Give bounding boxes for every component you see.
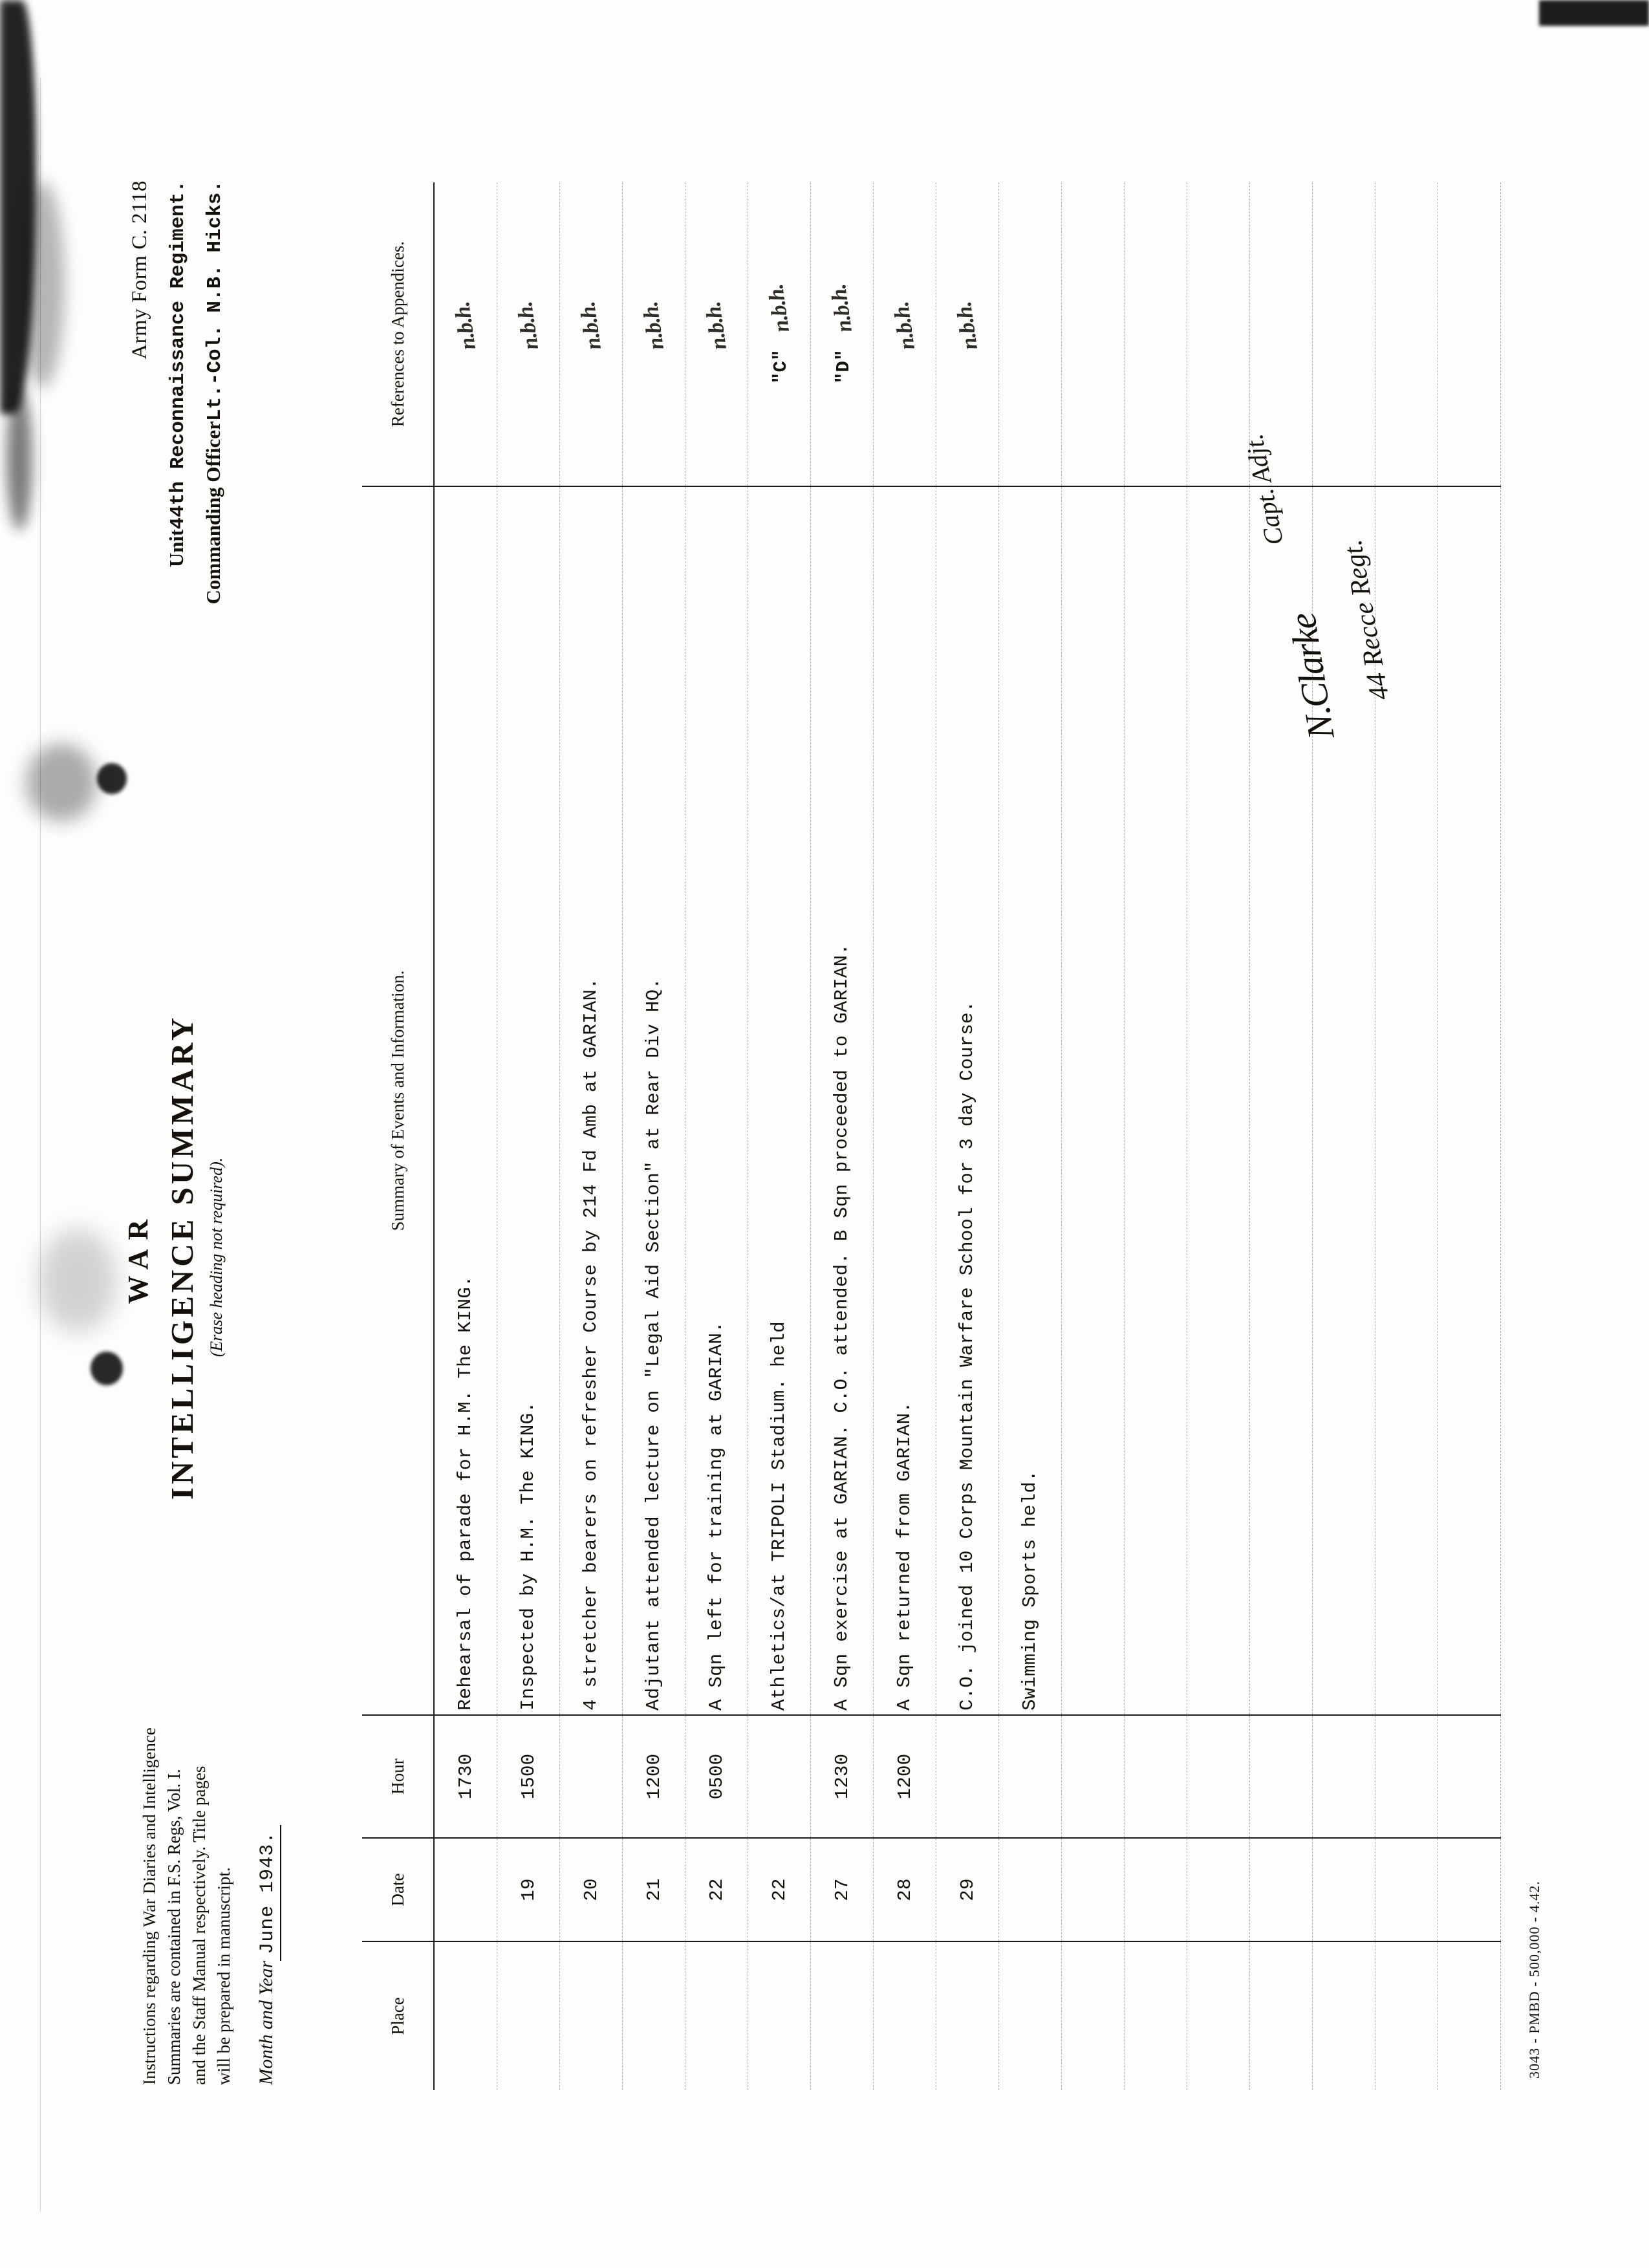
instructions-line-3: and the Staff Manual respectively. Title pages — [189, 1766, 209, 2085]
cell-date — [1187, 1838, 1250, 1941]
cell-summary: Swimming Sports held. — [999, 486, 1062, 1715]
cell-reference — [685, 182, 748, 486]
column-header-hour: Hour — [362, 1715, 434, 1838]
cell-hour — [1375, 1715, 1438, 1838]
cell-summary — [1438, 486, 1501, 1715]
cell-hour — [748, 1715, 811, 1838]
scan-edge-shadow — [1539, 0, 1649, 26]
cell-summary: Athletics/at TRIPOLI Stadium. held — [748, 486, 811, 1715]
cell-summary: Inspected by H.M. The KING. — [497, 486, 560, 1715]
table-row — [560, 182, 623, 2090]
war-diary-table — [362, 182, 1501, 2090]
cell-date — [1062, 1838, 1125, 1941]
form-meta-block — [122, 180, 233, 775]
cell-reference — [748, 182, 811, 486]
army-form-number: Army Form C. 2118 — [128, 180, 151, 360]
month-and-year-value: June 1943. — [257, 1824, 281, 1960]
scan-smudge — [19, 181, 65, 388]
cell-summary — [1250, 486, 1313, 1715]
commanding-officer-label: Commanding Officer — [202, 420, 224, 604]
cell-summary: A Sqn left for training at GARIAN. — [685, 486, 748, 1715]
cell-summary: Adjutant attended lecture on "Legal Aid Section" at Rear Div HQ. — [623, 486, 685, 1715]
cell-date — [1438, 1838, 1501, 1941]
page-edge-line — [40, 78, 41, 2212]
table-row — [497, 182, 560, 2090]
officer-initials: n.b.h. — [513, 299, 543, 351]
cell-reference — [936, 182, 999, 486]
cell-hour — [1313, 1715, 1375, 1838]
cell-reference — [1438, 182, 1501, 486]
unit-value: 44th Reconnaissance Regiment. — [166, 180, 189, 529]
cell-date: 28 — [874, 1838, 936, 1941]
cell-place — [1375, 1941, 1438, 2090]
cell-reference — [434, 182, 497, 486]
column-header-date: Date — [362, 1838, 434, 1941]
officer-initials: n.b.h. — [701, 299, 731, 351]
table-row — [1125, 182, 1187, 2090]
cell-summary: C.O. joined 10 Corps Mountain Warfare School for 3 day Course. — [936, 486, 999, 1715]
commanding-officer-value: Lt.-Col. N.B. Hicks. — [204, 180, 226, 421]
cell-date — [1375, 1838, 1438, 1941]
cell-hour: 0500 — [685, 1715, 748, 1838]
table-body — [434, 182, 1501, 2090]
signature-rank: Capt. Adjt. — [1238, 431, 1289, 548]
cell-summary: Rehearsal of parade for H.M. The KING. — [434, 486, 497, 1715]
month-and-year-label: Month and Year — [255, 1960, 277, 2085]
table-row — [1187, 182, 1250, 2090]
table-row — [1313, 182, 1375, 2090]
instructions-block — [137, 1593, 282, 2085]
signature-name: N.Clarke — [1281, 610, 1342, 742]
cell-summary — [1313, 486, 1375, 1715]
cell-hour — [1125, 1715, 1187, 1838]
cell-hour — [1187, 1715, 1250, 1838]
cell-summary — [1125, 486, 1187, 1715]
column-header-place: Place — [362, 1941, 434, 2090]
cell-place — [1062, 1941, 1125, 2090]
cell-place — [748, 1941, 811, 2090]
table-row — [999, 182, 1062, 2090]
cell-place — [1438, 1941, 1501, 2090]
cell-date: 29 — [936, 1838, 999, 1941]
war-diary-form — [84, 106, 1565, 2163]
cell-date — [1250, 1838, 1313, 1941]
cell-date — [434, 1838, 497, 1941]
cell-reference — [1062, 182, 1125, 486]
cell-place — [874, 1941, 936, 2090]
cell-place — [623, 1941, 685, 2090]
table-row — [1250, 182, 1313, 2090]
table-row — [811, 182, 874, 2090]
table-row — [1375, 182, 1438, 2090]
column-header-references: References to Appendices. — [362, 182, 434, 486]
cell-reference — [874, 182, 936, 486]
cell-place — [497, 1941, 560, 2090]
table-row — [748, 182, 811, 2090]
form-title-block — [122, 1011, 226, 1503]
officer-initials: n.b.h. — [826, 283, 857, 334]
table-header-row — [362, 182, 434, 2090]
cell-place — [999, 1941, 1062, 2090]
month-and-year-field — [253, 1593, 282, 2085]
table-row — [623, 182, 685, 2090]
table-row — [434, 182, 497, 2090]
cell-hour: 1730 — [434, 1715, 497, 1838]
cell-reference — [1375, 182, 1438, 486]
cell-date: 20 — [560, 1838, 623, 1941]
cell-summary: 4 stretcher bearers on refresher Course by 214 Fd Amb at GARIAN. — [560, 486, 623, 1715]
officer-initials: n.b.h. — [889, 299, 920, 351]
cell-reference — [1187, 182, 1250, 486]
cell-place — [936, 1941, 999, 2090]
column-header-summary: Summary of Events and Information. — [362, 486, 434, 1715]
cell-summary: A Sqn exercise at GARIAN. C.O. attended. B Sqn proceeded to GARIAN. — [811, 486, 874, 1715]
cell-date: 22 — [748, 1838, 811, 1941]
cell-hour: 1500 — [497, 1715, 560, 1838]
cell-date — [1125, 1838, 1187, 1941]
cell-date — [1313, 1838, 1375, 1941]
cell-reference — [811, 182, 874, 486]
unit-label: Unit — [164, 529, 188, 567]
cell-hour — [999, 1715, 1062, 1838]
table-row — [1438, 182, 1501, 2090]
table-row — [1062, 182, 1125, 2090]
cell-place — [1187, 1941, 1250, 2090]
cell-hour: 1230 — [811, 1715, 874, 1838]
cell-summary — [1062, 486, 1125, 1715]
cell-place — [434, 1941, 497, 2090]
unit-field — [159, 180, 196, 775]
cell-hour — [1062, 1715, 1125, 1838]
commanding-officer-field — [196, 180, 233, 775]
cell-place — [1125, 1941, 1187, 2090]
cell-reference — [560, 182, 623, 486]
table-row — [685, 182, 748, 2090]
cell-hour — [1438, 1715, 1501, 1838]
cell-reference — [1313, 182, 1375, 486]
instructions-line-1: Instructions regarding War Diaries and Intelligence — [140, 1727, 159, 2085]
scan-smudge — [6, 388, 32, 530]
instructions-line-2: Summaries are contained in F.S. Regs, Vol. I. — [164, 1768, 184, 2085]
cell-reference — [497, 182, 560, 486]
table-row — [936, 182, 999, 2090]
officer-initials: n.b.h. — [450, 299, 480, 351]
table-row — [874, 182, 936, 2090]
cell-place — [1250, 1941, 1313, 2090]
cell-date: 21 — [623, 1838, 685, 1941]
cell-date: 22 — [685, 1838, 748, 1941]
cell-place — [560, 1941, 623, 2090]
cell-date: 27 — [811, 1838, 874, 1941]
cell-place — [811, 1941, 874, 2090]
erase-heading-note: (Erase heading not required). — [207, 1157, 226, 1357]
cell-date — [999, 1838, 1062, 1941]
cell-hour — [1250, 1715, 1313, 1838]
signature-unit: 44 Recce Regt. — [1337, 537, 1396, 702]
title-war: WAR — [122, 1210, 154, 1304]
title-intelligence-summary: INTELLIGENCE SUMMARY — [164, 1014, 200, 1500]
cell-hour — [560, 1715, 623, 1838]
officer-initials: n.b.h. — [764, 283, 794, 334]
officer-initials: n.b.h. — [952, 299, 982, 351]
reference-text: "C" — [770, 349, 792, 383]
cell-summary — [1187, 486, 1250, 1715]
instructions-line-4: will be prepared in manuscript. — [213, 1866, 233, 2085]
cell-summary — [1375, 486, 1438, 1715]
cell-hour: 1200 — [874, 1715, 936, 1838]
cell-reference — [623, 182, 685, 486]
cell-date: 19 — [497, 1838, 560, 1941]
printer-code: 3043 - PMBD - 500,000 - 4.42. — [1526, 1880, 1542, 2079]
cell-reference — [999, 182, 1062, 486]
cell-reference — [1125, 182, 1187, 486]
officer-initials: n.b.h. — [576, 299, 606, 351]
cell-summary: A Sqn returned from GARIAN. — [874, 486, 936, 1715]
cell-hour — [936, 1715, 999, 1838]
officer-initials: n.b.h. — [638, 299, 669, 351]
cell-place — [685, 1941, 748, 2090]
cell-reference — [1250, 182, 1313, 486]
reference-text: "D" — [833, 349, 854, 383]
cell-place — [1313, 1941, 1375, 2090]
cell-hour: 1200 — [623, 1715, 685, 1838]
